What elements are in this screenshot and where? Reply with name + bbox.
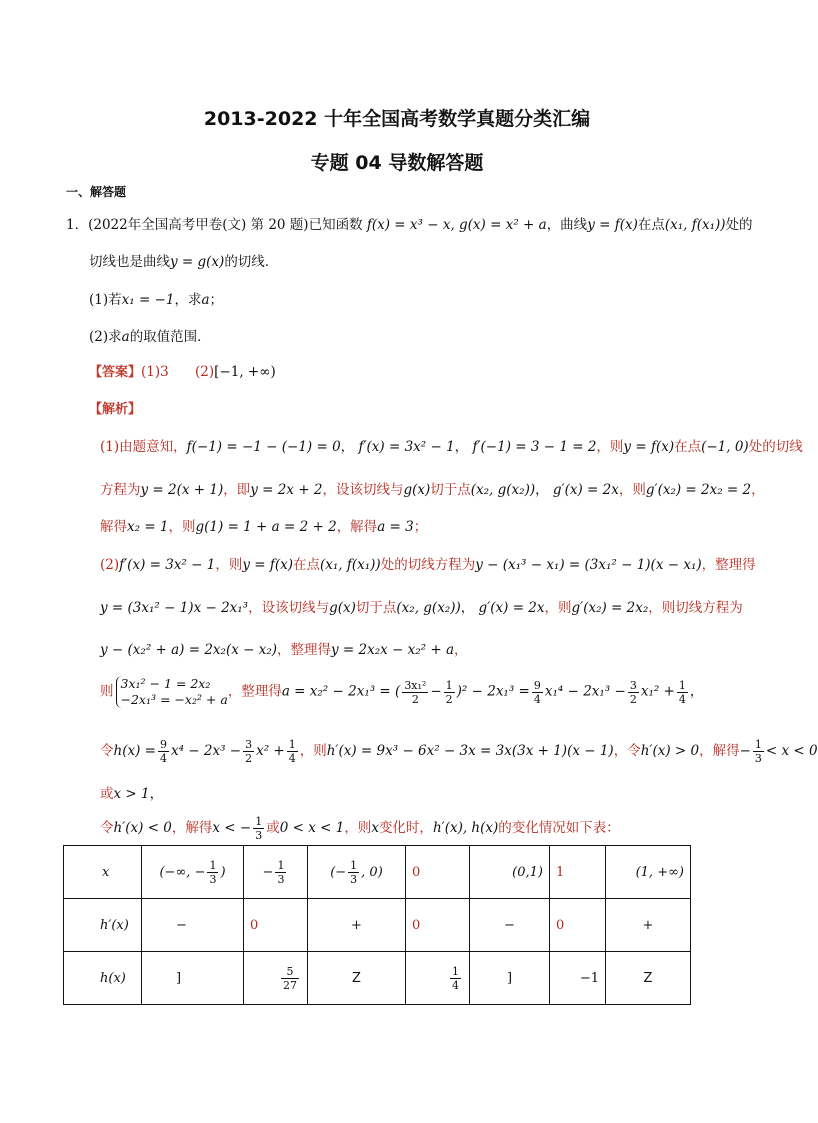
variation-table (63, 845, 691, 1005)
answer-part-2: [−1, +∞) (214, 364, 276, 380)
table-cell: (− $\frac{1}{3}$ , 0) (308, 846, 406, 899)
table-cell: 0 (550, 899, 606, 952)
table-cell: $\frac{1}{4}$ (406, 952, 470, 1005)
analysis-2-hx: 令h(x) = $\frac{9}{4}$ x⁴ − 2x³ − $\frac{3}{2}$ x² + $\frac{1}{4}$ ，则h′(x) = 9x³ − 6x² − 3x = 3x(3x + 1)(x − 1)，令h′(x) > 0，解得− $\frac{1}{3}$ < x < 0 (100, 738, 818, 765)
table-cell: ] (142, 952, 244, 1005)
problem-line-2: 切线也是曲线y = g(x)的切线． (89, 254, 279, 270)
table-cell: Z (308, 952, 406, 1005)
table-row (64, 952, 691, 1005)
table-cell: − $\frac{1}{3}$ (244, 846, 308, 899)
table-cell: h(x) (64, 952, 142, 1005)
table-cell: (0,1) (470, 846, 550, 899)
analysis-1-line-2: 方程为y = 2(x + 1)，即y = 2x + 2，设该切线与g(x)切于点(x₂, g(x₂))， g′(x) = 2x，则g′(x₂) = 2x₂ = 2， (100, 482, 765, 498)
section-heading: 一、解答题 (66, 185, 127, 199)
table-cell: − (470, 899, 550, 952)
answer-line: 【答案】(1)3 (2)[−1, +∞) (89, 364, 276, 380)
table-cell: 0 (244, 899, 308, 952)
table-cell: − (142, 899, 244, 952)
analysis-2-system: 则 3x₁² − 1 = 2x₂ −2x₁³ = −x₂² + a ，整理得a = x₂² − 2x₁³ = ( $\frac{\text{3x₁²}}{2}$ − $\frac{1}{2}$ )² − 2x₁³ = $\frac{9}{4}$ x₁⁴ − 2x₁³ − $\frac{3}{2}$ x₁² + $\frac{1}{4}$ ， (100, 676, 704, 707)
table-cell: 0 (406, 846, 470, 899)
table-cell: (1, +∞) (606, 846, 691, 899)
question-2: (2)求a的取值范围． (89, 329, 211, 345)
analysis-1-line-3: 解得x₂ = 1，则g(1) = 1 + a = 2 + 2，解得a = 3； (100, 519, 428, 535)
table-cell: 0 (406, 899, 470, 952)
table-cell: Z (606, 952, 691, 1005)
equation-system: 3x₁² − 1 = 2x₂ −2x₁³ = −x₂² + a (116, 676, 228, 708)
analysis-2-decreasing: 令h′(x) < 0，解得x < − $\frac{1}{3}$ 或0 < x < 1，则x变化时，h′(x), h(x)的变化情况如下表： (100, 815, 620, 842)
analysis-label: 【解析】 (89, 402, 142, 417)
table-cell: h′(x) (64, 899, 142, 952)
answer-part-1: (1)3 (141, 364, 169, 380)
table-cell: ] (470, 952, 550, 1005)
table-cell: 1 (550, 846, 606, 899)
problem-source: (2022年全国高考甲卷(文) 第 20 题) (88, 217, 309, 233)
problem-number: 1． (66, 217, 89, 233)
table-cell: $\frac{5}{27}$ (244, 952, 308, 1005)
table-cell: + (308, 899, 406, 952)
table-row (64, 846, 691, 899)
analysis-2-or: 或x > 1， (100, 786, 164, 802)
document-title: 2013-2022 十年全国高考数学真题分类汇编 (203, 108, 591, 130)
table-cell: (−∞, − $\frac{1}{3}$ ) (142, 846, 244, 899)
table-row (64, 899, 691, 952)
analysis-2-line-1: (2)f′(x) = 3x² − 1，则y = f(x)在点(x₁, f(x₁))处的切线方程为y − (x₁³ − x₁) = (3x₁² − 1)(x − x₁)，整理得 (100, 557, 756, 573)
analysis-2-line-3: y − (x₂² + a) = 2x₂(x − x₂)，整理得y = 2x₂x − x₂² + a， (100, 642, 468, 658)
table-cell: −1 (550, 952, 606, 1005)
answer-label: 【答案】 (89, 365, 142, 380)
table-cell: x (64, 846, 142, 899)
problem-line-1: 1．(2022年全国高考甲卷(文) 第 20 题)已知函数 f(x) = x³ − x, g(x) = x² + a，曲线y = f(x)在点(x₁, f(x₁))处的 (66, 217, 753, 233)
analysis-1-line-1: (1)由题意知，f(−1) = −1 − (−1) = 0， f′(x) = 3x² − 1， f′(−1) = 3 − 1 = 2，则y = f(x)在点(−1, 0)处的切线 (100, 439, 803, 455)
question-1: (1)若x₁ = −1，求a； (89, 292, 224, 308)
document-subtitle: 专题 04 导数解答题 (310, 152, 484, 174)
table-cell: + (606, 899, 691, 952)
analysis-2-line-2: y = (3x₁² − 1)x − 2x₁³，设该切线与g(x)切于点(x₂, g(x₂))， g′(x) = 2x，则g′(x₂) = 2x₂，则切线方程为 (100, 600, 743, 616)
function-definition: f(x) = x³ − x, g(x) = x² + a (366, 217, 547, 233)
